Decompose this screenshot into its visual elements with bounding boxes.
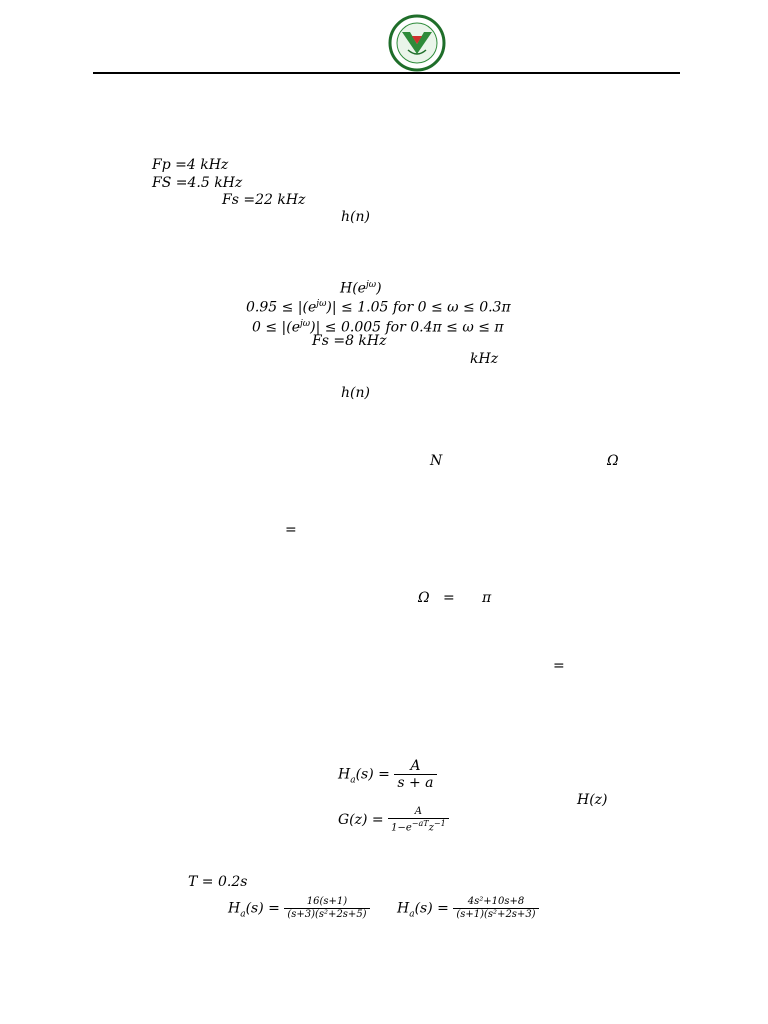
filter-order-symbol: N <box>430 453 443 469</box>
stopband-condition: $0 \le |(e^{j\omega})| \le 0.005$ for 0.4π ≤ ω ≤ π <box>252 319 504 336</box>
equals-sign-3: = <box>553 658 565 674</box>
impulse-response-label-2: h(n) <box>341 385 370 401</box>
sampling-period: T = 0.2s <box>188 874 248 890</box>
fp-spec: Fp =4 kHz <box>152 157 229 173</box>
university-seal-logo <box>388 14 446 72</box>
passband-condition: $0.95 \le |(e^{j\omega})| \le 1.05$ for 0 ≤ ω ≤ 0.3π <box>246 299 511 316</box>
pi-symbol: π <box>482 590 492 606</box>
fs-spec: Fs =22 kHz <box>222 192 306 208</box>
fstop-spec: FS =4.5 kHz <box>152 175 243 191</box>
omega-symbol-2: Ω <box>418 590 430 606</box>
impulse-response-label: h(n) <box>341 209 370 225</box>
equals-sign-2: = <box>443 590 455 606</box>
omega-symbol: Ω <box>607 453 619 469</box>
digital-transfer-function-label: H(z) <box>577 792 608 808</box>
header-rule <box>93 72 680 74</box>
transfer-function-2: $H_a(s)$ = $\frac{\text{4s²+10s+8}}{\text{(s+1)(s²+2s+3)}}$ <box>397 896 539 922</box>
sampling-frequency: Fs =8 kHz <box>312 333 387 349</box>
frequency-response-label: $H(e^{j\omega})$ <box>340 280 382 297</box>
equals-sign-1: = <box>285 522 297 538</box>
khz-unit: kHz <box>470 351 499 367</box>
transfer-function-1: $H_a(s)$ = $\frac{16(s+1)}{\text{(s+3)(s²+2s+5)}}$ <box>228 896 370 922</box>
analog-transfer-function: $H_a(s)$ = $\frac{A}{s + a}$ <box>338 758 437 791</box>
impulse-invariant-function: G(z) = $\frac{A}{1-e^{-aT}z^{-1}}$ <box>338 806 449 834</box>
